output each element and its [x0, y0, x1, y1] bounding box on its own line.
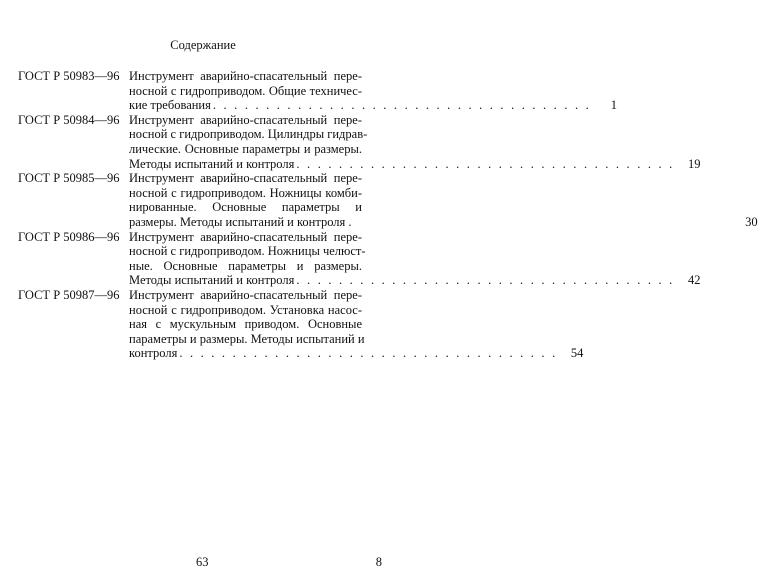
entry-title-text: параметры и размеры. Методы испытаний и: [129, 331, 365, 346]
page-number-corner: 8: [375, 555, 382, 569]
entry-title-line: [129, 332, 583, 347]
toc-entry: [18, 171, 758, 229]
standard-code: ГОСТ Р 50986—96: [18, 229, 120, 244]
entry-title: [129, 230, 700, 288]
page-number: 30: [745, 214, 758, 229]
entry-title: [129, 69, 617, 113]
entry-title-line: [129, 288, 583, 303]
entry-title-line: [129, 244, 700, 259]
standard-code: ГОСТ Р 50985—96: [18, 171, 120, 186]
entry-title-line: [129, 69, 617, 84]
entry-title-line: [129, 273, 700, 288]
entry-title-text: размеры. Методы испытаний и контроля .: [129, 214, 352, 229]
standard-code: ГОСТ Р 50983—96: [18, 69, 120, 83]
page-title: Содержание: [170, 38, 236, 52]
entry-title: [129, 113, 700, 171]
entry-title-text: Инструмент аварийно-спасательный пере-: [129, 287, 362, 302]
entry-title-text: носной с гидроприводом. Цилиндры гидрав-: [129, 127, 368, 142]
entry-title-line: [129, 317, 583, 332]
entry-title-text: Методы испытаний и контроля: [129, 273, 295, 288]
entry-title-line: [129, 84, 617, 99]
entry-title-text: Методы испытаний и контроля: [129, 156, 295, 171]
entry-title-line: [129, 186, 758, 201]
toc-entry: [18, 112, 701, 171]
dot-leader: . . . . . . . . . . . . . . . . . . . . . . . . . . . . . . . . . . . .: [212, 98, 591, 113]
page-number: 1: [610, 98, 617, 113]
entry-title-line: [129, 98, 617, 113]
entry-title-text: Инструмент аварийно-спасательный пере-: [129, 69, 362, 83]
toc-entry: [18, 69, 617, 113]
entry-title-line: [129, 346, 583, 361]
table-of-contents: [18, 69, 758, 361]
entry-title-line: [129, 215, 758, 230]
entry-title-text: носной с гидроприводом. Общие техничес-: [129, 83, 362, 98]
entry-title-text: носной с гидроприводом. Ножницы комби-: [129, 185, 362, 200]
standard-code: ГОСТ Р 50987—96: [18, 287, 120, 302]
dot-leader: . . . . . . . . . . . . . . . . . . . . . . . . . . . . . . . . . . . .: [296, 273, 675, 288]
entry-title-text: контроля: [129, 346, 178, 361]
page-number: 42: [687, 273, 701, 288]
entry-title-text: ная с мускульным приводом. Основные: [129, 317, 362, 332]
entry-title-text: ные. Основные параметры и размеры.: [129, 258, 362, 273]
entry-title-text: носной с гидроприводом. Установка насос-: [129, 302, 362, 317]
entry-title-line: [129, 259, 700, 274]
toc-entry: [18, 287, 584, 361]
dot-leader: . . . . . . . . . . . . . . . . . . . . . . . . . . . . . . . . . . . .: [296, 156, 675, 171]
toc-entry: [18, 229, 701, 288]
entry-title-line: [129, 200, 758, 215]
entry-title-text: носной с гидроприводом. Ножницы челюст-: [129, 244, 366, 259]
entry-title-line: [129, 127, 700, 142]
entry-title-line: [129, 171, 758, 186]
entry-title-text: Инструмент аварийно-спасательный пере-: [129, 229, 362, 244]
entry-title-text: Инструмент аварийно-спасательный пере-: [129, 171, 362, 186]
entry-title-line: [129, 303, 583, 318]
entry-title-text: Инструмент аварийно-спасательный пере-: [129, 112, 362, 127]
entry-title-text: нированные. Основные параметры и: [129, 200, 362, 215]
page-number-center: 63: [196, 555, 209, 569]
entry-title-text: кие требования: [129, 98, 211, 113]
entry-title: [129, 288, 583, 361]
entry-title-line: [129, 230, 700, 245]
page-number: 54: [570, 346, 584, 361]
entry-title-line: [129, 113, 700, 128]
entry-title: [129, 171, 758, 229]
entry-title-text: лические. Основные параметры и размеры.: [129, 141, 362, 156]
dot-leader: . . . . . . . . . . . . . . . . . . . . . . . . . . . . . . . . . . . .: [179, 346, 558, 361]
page-number: 19: [687, 156, 701, 171]
entry-title-line: [129, 157, 700, 172]
entry-title-line: [129, 142, 700, 157]
standard-code: ГОСТ Р 50984—96: [18, 112, 120, 127]
